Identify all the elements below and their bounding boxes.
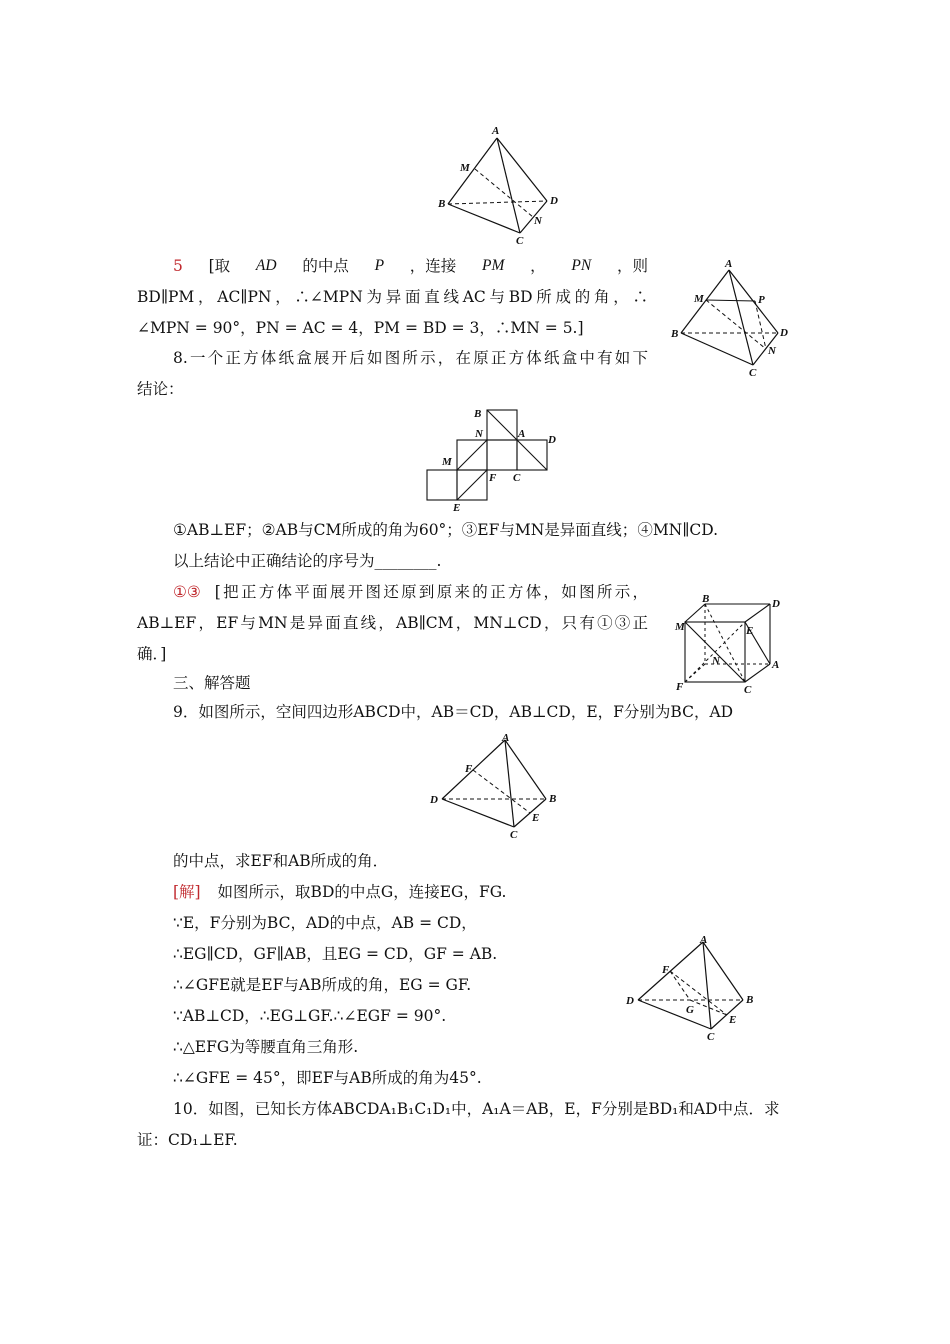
text-seg: ， xyxy=(530,257,546,275)
label-P: P xyxy=(758,294,765,306)
figure-solution xyxy=(618,930,768,1045)
answer-value: 5 xyxy=(173,257,183,275)
figure-tetrahedron-answer xyxy=(668,255,798,380)
q8-conclusions: ①AB⊥EF；②AB与CM所成的角为60°；③EF与MN是异面直线；④MN∥CD. xyxy=(173,521,719,539)
q9-line2: 的中点，求EF和AB所成的角． xyxy=(173,852,389,870)
label-A: A xyxy=(492,125,500,137)
figure-cube xyxy=(672,592,802,697)
label-D: D xyxy=(772,598,780,610)
label-B: B xyxy=(474,408,482,420)
text-seg: 的中点 xyxy=(302,257,349,275)
q8-answer-line2: AB⊥EF，EF与MN是异面直线，AB∥CM，MN⊥CD，只有①③正 xyxy=(137,614,648,632)
label-C: C xyxy=(516,235,524,247)
solution-text: 如图所示，取BD的中点G，连接EG，FG. xyxy=(217,883,507,901)
label-M: M xyxy=(675,621,685,633)
q8-line2: 结论： xyxy=(137,380,184,398)
label-E: E xyxy=(746,625,754,637)
label-M: M xyxy=(694,293,704,305)
q9-step: ∴△EFG为等腰直角三角形. xyxy=(173,1038,359,1056)
label-E: E xyxy=(453,502,461,514)
text-seg: P xyxy=(374,257,385,274)
label-B: B xyxy=(549,793,557,805)
figure-cube-net xyxy=(420,405,570,515)
q7-answer-line3: ∠MPN = 90°，PN = AC = 4，PM = BD = 3，∴MN = 5.] xyxy=(137,319,584,337)
label-M: M xyxy=(442,456,452,468)
label-N: N xyxy=(534,215,542,227)
label-E: E xyxy=(729,1014,737,1026)
q8-answer-line1 xyxy=(173,582,648,602)
text-seg: PN xyxy=(571,257,592,274)
label-C: C xyxy=(744,684,752,696)
solution-tag: [解] xyxy=(173,883,201,901)
label-B: B xyxy=(671,328,679,340)
q9-step: ∴EG∥CD，GF∥AB，且EG = CD，GF = AB. xyxy=(173,945,498,963)
q9-step: ∵E，F分别为BC，AD的中点，AB = CD， xyxy=(173,914,477,932)
text-seg: ，则 xyxy=(616,257,648,275)
q10-line2: 证：CD₁⊥EF. xyxy=(137,1131,238,1149)
label-D: D xyxy=(548,434,556,446)
label-M: M xyxy=(460,162,470,174)
q10-line1: 10．如图，已知长方体ABCDA₁B₁C₁D₁中，A₁A＝AB，E，F分别是BD₁和AD中点．求 xyxy=(173,1100,780,1118)
label-D: D xyxy=(550,195,558,207)
q7-answer-line2: BD∥PM，AC∥PN，∴∠MPN为异面直线AC与BD所成的角，∴ xyxy=(137,288,648,306)
figure-tetrahedron-q7 xyxy=(430,120,570,250)
label-D: D xyxy=(626,995,634,1007)
label-D: D xyxy=(430,794,438,806)
label-C: C xyxy=(749,367,757,379)
text-seg: [取 xyxy=(208,257,231,275)
explanation: [把正方体平面展开图还原到原来的正方体，如图所示， xyxy=(214,583,648,601)
q9-solution-line1 xyxy=(173,882,506,902)
label-B: B xyxy=(702,593,710,605)
label-F: F xyxy=(662,964,670,976)
text-seg: PM xyxy=(482,257,505,274)
label-A: A xyxy=(518,428,526,440)
q8-ask: 以上结论中正确结论的序号为________. xyxy=(173,552,442,570)
section-heading: 三、解答题 xyxy=(173,674,251,692)
label-N: N xyxy=(768,345,776,357)
answer-value: ①③ xyxy=(173,583,201,601)
text-seg: AD xyxy=(255,257,277,274)
label-G: G xyxy=(686,1004,694,1016)
text-seg: ，连接 xyxy=(409,257,457,275)
label-A: A xyxy=(725,258,733,270)
label-N: N xyxy=(712,655,720,667)
label-E: E xyxy=(532,812,540,824)
label-C: C xyxy=(510,829,518,841)
q8-answer-line3: 确．] xyxy=(137,645,167,663)
label-A: A xyxy=(700,934,708,946)
q8-line1: 8.一个正方体纸盒展开后如图所示，在原正方体纸盒中有如下 xyxy=(173,349,648,367)
label-F: F xyxy=(465,763,473,775)
label-B: B xyxy=(438,198,446,210)
label-N: N xyxy=(475,428,483,440)
label-F: F xyxy=(676,681,684,693)
label-B: B xyxy=(746,994,754,1006)
figure-space-quadrilateral xyxy=(425,728,570,843)
q9-step: ∴∠GFE就是EF与AB所成的角，EG = GF. xyxy=(173,976,472,994)
label-A: A xyxy=(502,732,510,744)
label-F: F xyxy=(489,472,497,484)
q9-step: ∵AB⊥CD，∴EG⊥GF.∴∠EGF = 90°. xyxy=(173,1007,447,1025)
q7-answer-line1 xyxy=(173,256,648,276)
q9-line1: 9．如图所示，空间四边形ABCD中，AB＝CD，AB⊥CD，E，F分别为BC，AD xyxy=(173,703,734,721)
label-C: C xyxy=(707,1031,715,1043)
label-A: A xyxy=(772,659,780,671)
label-C: C xyxy=(513,472,521,484)
label-D: D xyxy=(780,327,788,339)
q9-step: ∴∠GFE = 45°，即EF与AB所成的角为45°. xyxy=(173,1069,482,1087)
